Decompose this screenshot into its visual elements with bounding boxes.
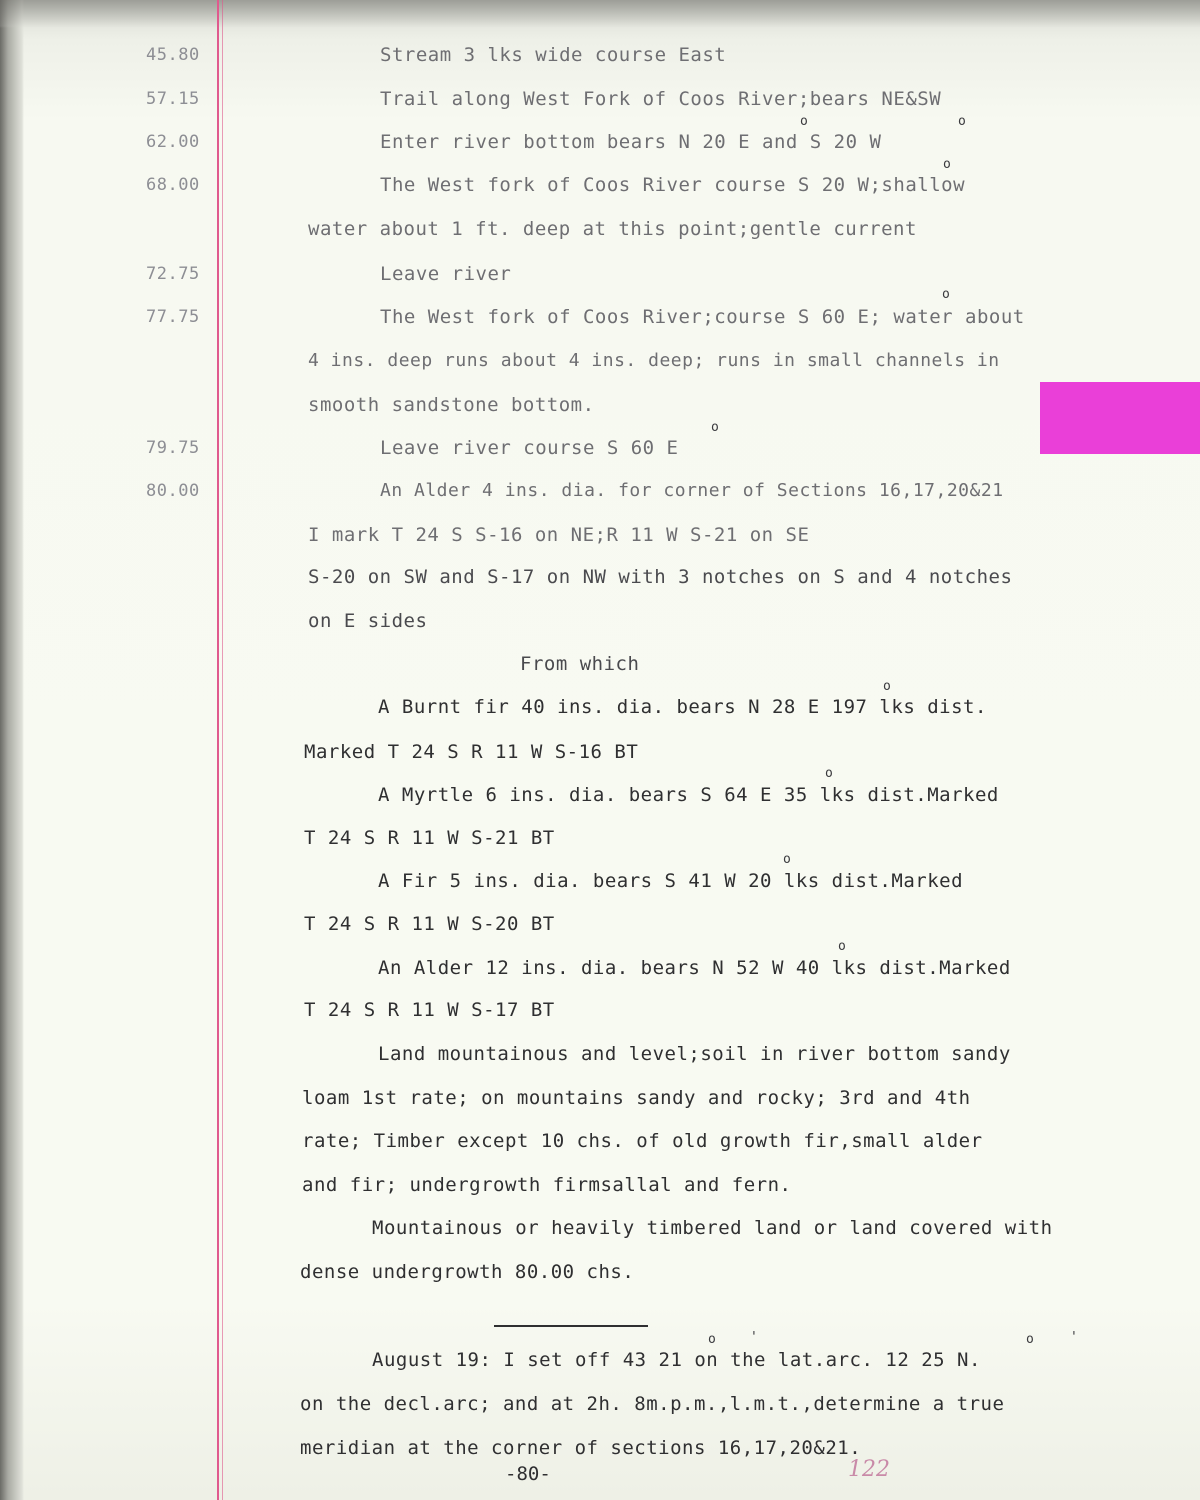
- text-line-19: T 24 S R 11 W S-21 BT: [304, 827, 555, 849]
- text-line-22: An Alder 12 ins. dia. bears N 52 W 40 lks dist.Marked: [378, 957, 1011, 979]
- text-line-7: The West fork of Coos River;course S 60 E; water about: [380, 306, 1025, 328]
- text-line-2: Trail along West Fork of Coos River;bears NE&SW: [380, 88, 942, 110]
- text-line-6: Leave river: [380, 263, 512, 285]
- text-line-10: Leave river course S 60 E: [380, 437, 679, 459]
- degree-mark: o: [825, 766, 833, 781]
- text-line-9: smooth sandstone bottom.: [308, 394, 595, 416]
- degree-mark: o: [883, 679, 891, 694]
- scan-edge-shadow: [0, 0, 24, 1500]
- chainage-4: 68.00: [146, 175, 200, 195]
- chainage-5: 72.75: [146, 264, 200, 284]
- text-line-32: meridian at the corner of sections 16,17,20&21.: [300, 1437, 862, 1459]
- chainage-6: 77.75: [146, 307, 200, 327]
- chainage-1: 45.80: [146, 45, 200, 65]
- text-line-17: Marked T 24 S R 11 W S-16 BT: [304, 741, 639, 763]
- degree-mark: o: [708, 1332, 716, 1347]
- margin-rule-left: [217, 0, 219, 1500]
- text-line-3: Enter river bottom bears N 20 E and S 20 W: [380, 131, 882, 153]
- text-line-8: 4 ins. deep runs about 4 ins. deep; runs in small channels in: [308, 350, 1000, 371]
- text-line-12: I mark T 24 S S-16 on NE;R 11 W S-21 on SE: [308, 524, 810, 546]
- margin-rule-right: [222, 0, 223, 1500]
- scan-top-shadow: [0, 0, 1200, 28]
- text-line-26: rate; Timber except 10 chs. of old growth fir,small alder: [302, 1130, 983, 1152]
- degree-mark: o: [958, 114, 966, 129]
- page-number: -80-: [505, 1463, 551, 1485]
- degree-mark: o: [800, 114, 808, 129]
- text-line-29: dense undergrowth 80.00 chs.: [300, 1261, 635, 1283]
- chainage-2: 57.15: [146, 89, 200, 109]
- text-line-18: A Myrtle 6 ins. dia. bears S 64 E 35 lks dist.Marked: [378, 784, 999, 806]
- text-line-25: loam 1st rate; on mountains sandy and rocky; 3rd and 4th: [302, 1087, 971, 1109]
- text-line-14: on E sides: [308, 610, 428, 632]
- text-line-31: on the decl.arc; and at 2h. 8m.p.m.,l.m.t.,determine a true: [300, 1393, 1005, 1415]
- handwritten-note: 122: [848, 1457, 890, 1482]
- text-line-27: and fir; undergrowth firmsallal and fern.: [302, 1174, 792, 1196]
- text-line-28: Mountainous or heavily timbered land or land covered with: [372, 1217, 1053, 1239]
- degree-mark: o: [943, 157, 951, 172]
- minute-mark: ': [1070, 1330, 1078, 1345]
- chainage-3: 62.00: [146, 132, 200, 152]
- degree-mark: o: [783, 852, 791, 867]
- degree-mark: o: [1026, 1332, 1034, 1347]
- text-line-24: Land mountainous and level;soil in river bottom sandy: [378, 1043, 1011, 1065]
- text-line-30: August 19: I set off 43 21 on the lat.arc. 12 25 N.: [372, 1349, 981, 1371]
- degree-mark: o: [838, 939, 846, 954]
- text-line-5: water about 1 ft. deep at this point;gentle current: [308, 218, 917, 240]
- text-line-15: From which: [520, 653, 640, 675]
- chainage-7: 79.75: [146, 438, 200, 458]
- pink-sticky-tab: [1040, 382, 1200, 454]
- chainage-8: 80.00: [146, 481, 200, 501]
- text-line-4: The West fork of Coos River course S 20 W;shallow: [380, 174, 966, 196]
- text-line-20: A Fir 5 ins. dia. bears S 41 W 20 lks dist.Marked: [378, 870, 964, 892]
- text-line-11: An Alder 4 ins. dia. for corner of Sections 16,17,20&21: [380, 480, 1004, 501]
- text-line-13: S-20 on SW and S-17 on NW with 3 notches on S and 4 notches: [308, 566, 1013, 588]
- degree-mark: o: [711, 420, 719, 435]
- section-divider: [494, 1325, 648, 1327]
- text-line-1: Stream 3 lks wide course East: [380, 44, 727, 66]
- text-line-16: A Burnt fir 40 ins. dia. bears N 28 E 197 lks dist.: [378, 696, 987, 718]
- degree-mark: o: [942, 287, 950, 302]
- text-line-21: T 24 S R 11 W S-20 BT: [304, 913, 555, 935]
- text-line-23: T 24 S R 11 W S-17 BT: [304, 999, 555, 1021]
- minute-mark: ': [750, 1330, 758, 1345]
